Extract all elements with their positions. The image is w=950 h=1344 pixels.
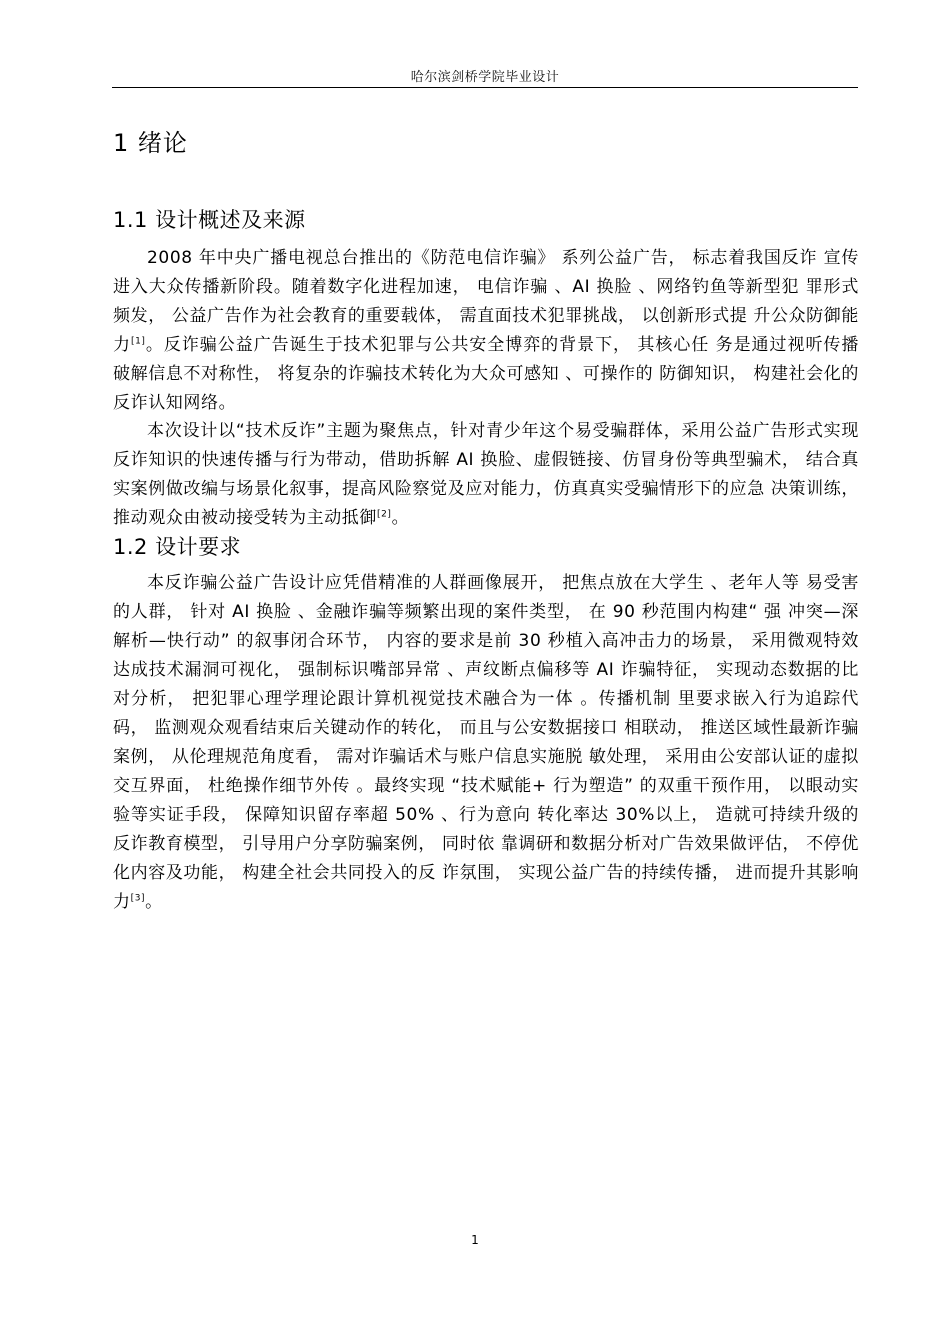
section-title-1-1: 1.1 设计概述及来源 xyxy=(113,208,306,232)
header-divider xyxy=(112,87,858,88)
citation-marker: [1] xyxy=(130,336,146,347)
citation-marker: [3] xyxy=(130,893,146,904)
paragraph-text-tail: 。 xyxy=(145,892,163,912)
paragraph-text-tail: 。反诈骗公益广告诞生于技术犯罪与公共安全博弈的背景下， 其核心任 务是通过视听传播破解信息不对称性， 将复杂的诈骗技术转化为大众可感知 、可操作的 防御知识， 构建社会化的反诈认知网络。 xyxy=(113,335,859,413)
paragraph-text-tail: 。 xyxy=(391,508,410,528)
citation-marker: [2] xyxy=(377,509,392,520)
paragraph-text: 2008 年中央广播电视总台推出的《防范电信诈骗》 系列公益广告， 标志着我国反诈 宣传进入大众传播新阶段。随着数字化进程加速， 电信诈骗 、AI 换脸 、网络钓鱼等新型犯 罪形式频发， 公益广告作为社会教育的重要载体， 需直面技术犯罪挑战， 以创新形式提 升公众防御能力 xyxy=(113,248,859,355)
paragraph-1-1-a xyxy=(113,244,859,418)
paragraph-1-1-b xyxy=(113,417,859,533)
paragraph-text: 本次设计以“技术反诈”主题为聚焦点，针对青少年这个易受骗群体，采用公益广告形式实现反诈知识的快速传播与行为带动，借助拆解 AI 换脸、虚假链接、仿冒身份等典型骗术， 结合真实案例做改编与场景化叙事，提高风险察觉及应对能力，仿真真实受骗情形下的应急 决策训练，推动观众由被动接受转为主动抵御 xyxy=(113,421,859,528)
page-number: 1 xyxy=(471,1233,479,1247)
section-title-1-2: 1.2 设计要求 xyxy=(113,535,242,559)
chapter-title: 1 绪论 xyxy=(113,129,188,157)
paragraph-1-2-a xyxy=(113,569,859,917)
running-header: 哈尔滨剑桥学院毕业设计 xyxy=(410,70,560,85)
paragraph-text: 本反诈骗公益广告设计应凭借精准的人群画像展开， 把焦点放在大学生 、老年人等 易受害的人群， 针对 AI 换脸 、金融诈骗等频繁出现的案件类型， 在 90 秒范围内构建“ 强 冲突—深解析—快行动” 的叙事闭合环节， 内容的要求是前 30 秒植入高冲击力的场景， 采用微观特效达成技术漏洞可视化， 强制标识嘴部异常 、声纹断点偏移等 AI 诈骗特征， 实现动态数据的比对分析， 把犯罪心理学理论跟计算机视觉技术融合为一体 。传播机制 里要求嵌入行为追踪代码， 监测观众观看结束后关键动作的转化， 而且与公安数据接口 相联动， 推送区域性最新诈骗案例， 从伦理规范角度看， 需对诈骗话术与账户信息实施脱 敏处理， 采用由公安部认证的虚拟交互界面， 杜绝操作细节外传 。最终实现 “技术赋能+ 行为塑造” 的双重干预作用， 以眼动实验等实证手段， 保障知识留存率超 50% 、行为意向 转化率达 30%以上， 造就可持续升级的反诈教育模型， 引导用户分享防骗案例， 同时依 靠调研和数据分析对广告效果做评估， 不停优化内容及功能， 构建全社会共同投入的反 诈氛围， 实现公益广告的持续传播， 进而提升其影响力 xyxy=(113,573,859,912)
